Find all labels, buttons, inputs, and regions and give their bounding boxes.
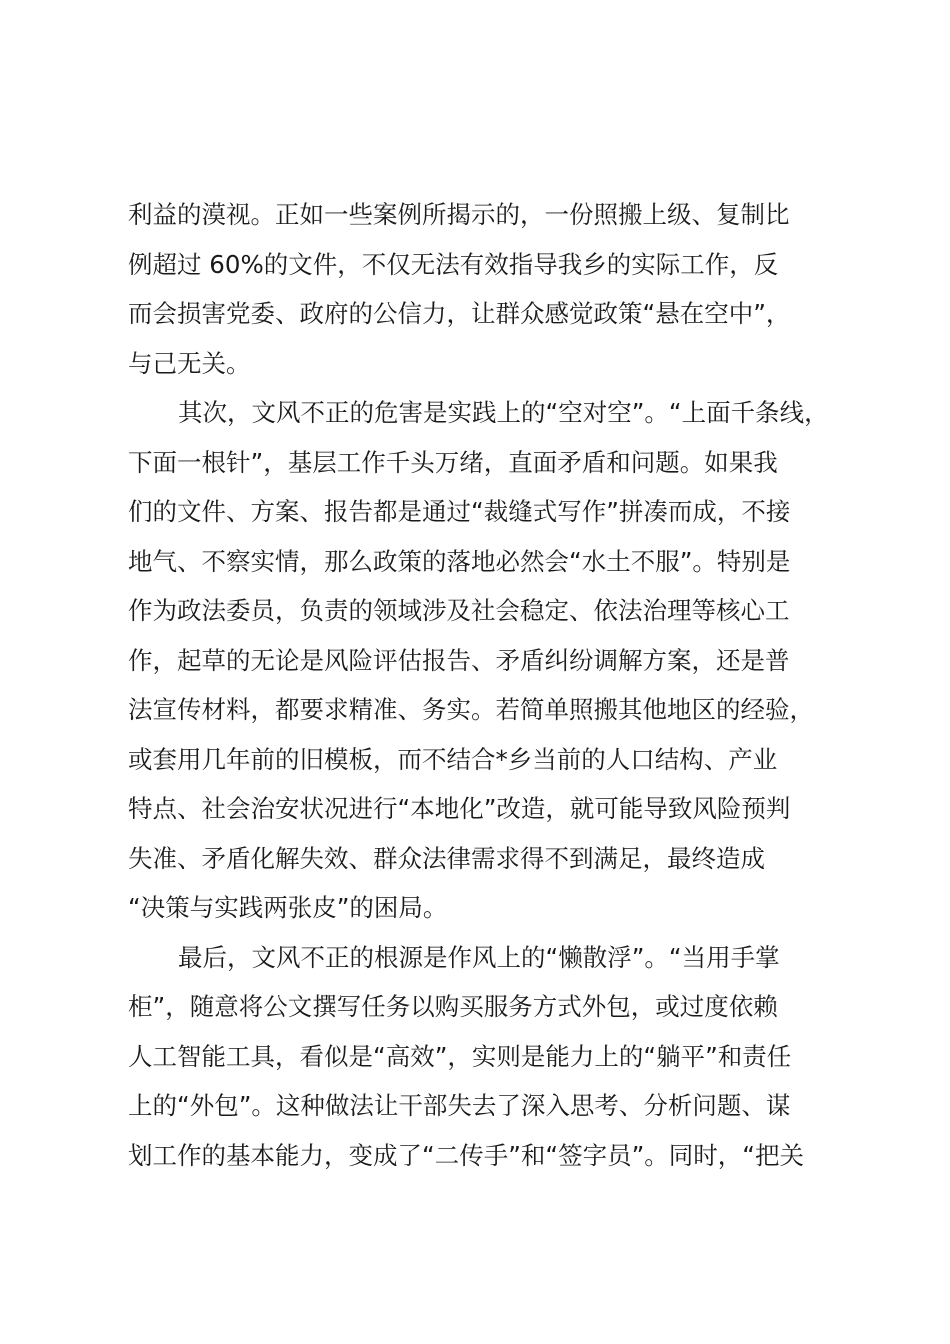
text-line: 划工作的基本能力，变成了“二传手”和“签字员”。同时，“把关 [128,1140,804,1170]
text-line: 柜”，随意将公文撰写任务以购买服务方式外包，或过度依赖 [128,992,778,1021]
text-line: 们的文件、方案、报告都是通过“裁缝式写作”拼凑而成，不接 [128,497,791,526]
text-line: “决策与实践两张皮”的困局。 [128,893,448,922]
paragraph-1 [128,190,828,388]
text-line: 上的“外包”。这种做法让干部失去了深入思考、分析问题、谋 [128,1091,791,1120]
text-line: 利益的漠视。正如一些案例所揭示的，一份照搬上级、复制比 [128,200,790,229]
text-line: 其次，文风不正的危害是实践上的“空对空”。“上面千条线， [178,398,829,427]
text-line: 人工智能工具，看似是“高效”，实则是能力上的“躺平”和责任 [128,1041,792,1071]
text-line: 与己无关。 [128,348,251,378]
text-line: 地气、不察实情，那么政策的落地必然会“水土不服”。特别是 [128,546,791,576]
text-line: 作，起草的无论是风险评估报告、矛盾纠纷调解方案，还是普 [128,645,790,675]
document-body [128,190,828,1180]
text-line: 作为政法委员，负责的领域涉及社会稳定、依法治理等核心工 [128,596,790,625]
text-line: 而会损害党委、政府的公信力，让群众感觉政策“悬在空中”， [128,299,791,328]
text-line: 失准、矛盾化解失效、群众法律需求得不到满足，最终造成 [128,843,765,873]
text-line: 特点、社会治安状况进行“本地化”改造，就可能导致风险预判 [128,794,791,823]
text-line: 例超过 60%的文件，不仅无法有效指导我乡的实际工作，反 [128,249,779,279]
text-line: 法宣传材料，都要求精准、务实。若简单照搬其他地区的经验， [128,695,814,724]
text-line: 最后，文风不正的根源是作风上的“懒散浮”。“当用手掌 [178,942,780,972]
paragraph-3 [128,933,828,1181]
text-line: 或套用几年前的旧模板，而不结合*乡当前的人口结构、产业 [128,744,778,774]
paragraph-2 [128,388,828,933]
text-line: 下面一根针”，基层工作千头万绪，直面矛盾和问题。如果我 [128,447,778,477]
